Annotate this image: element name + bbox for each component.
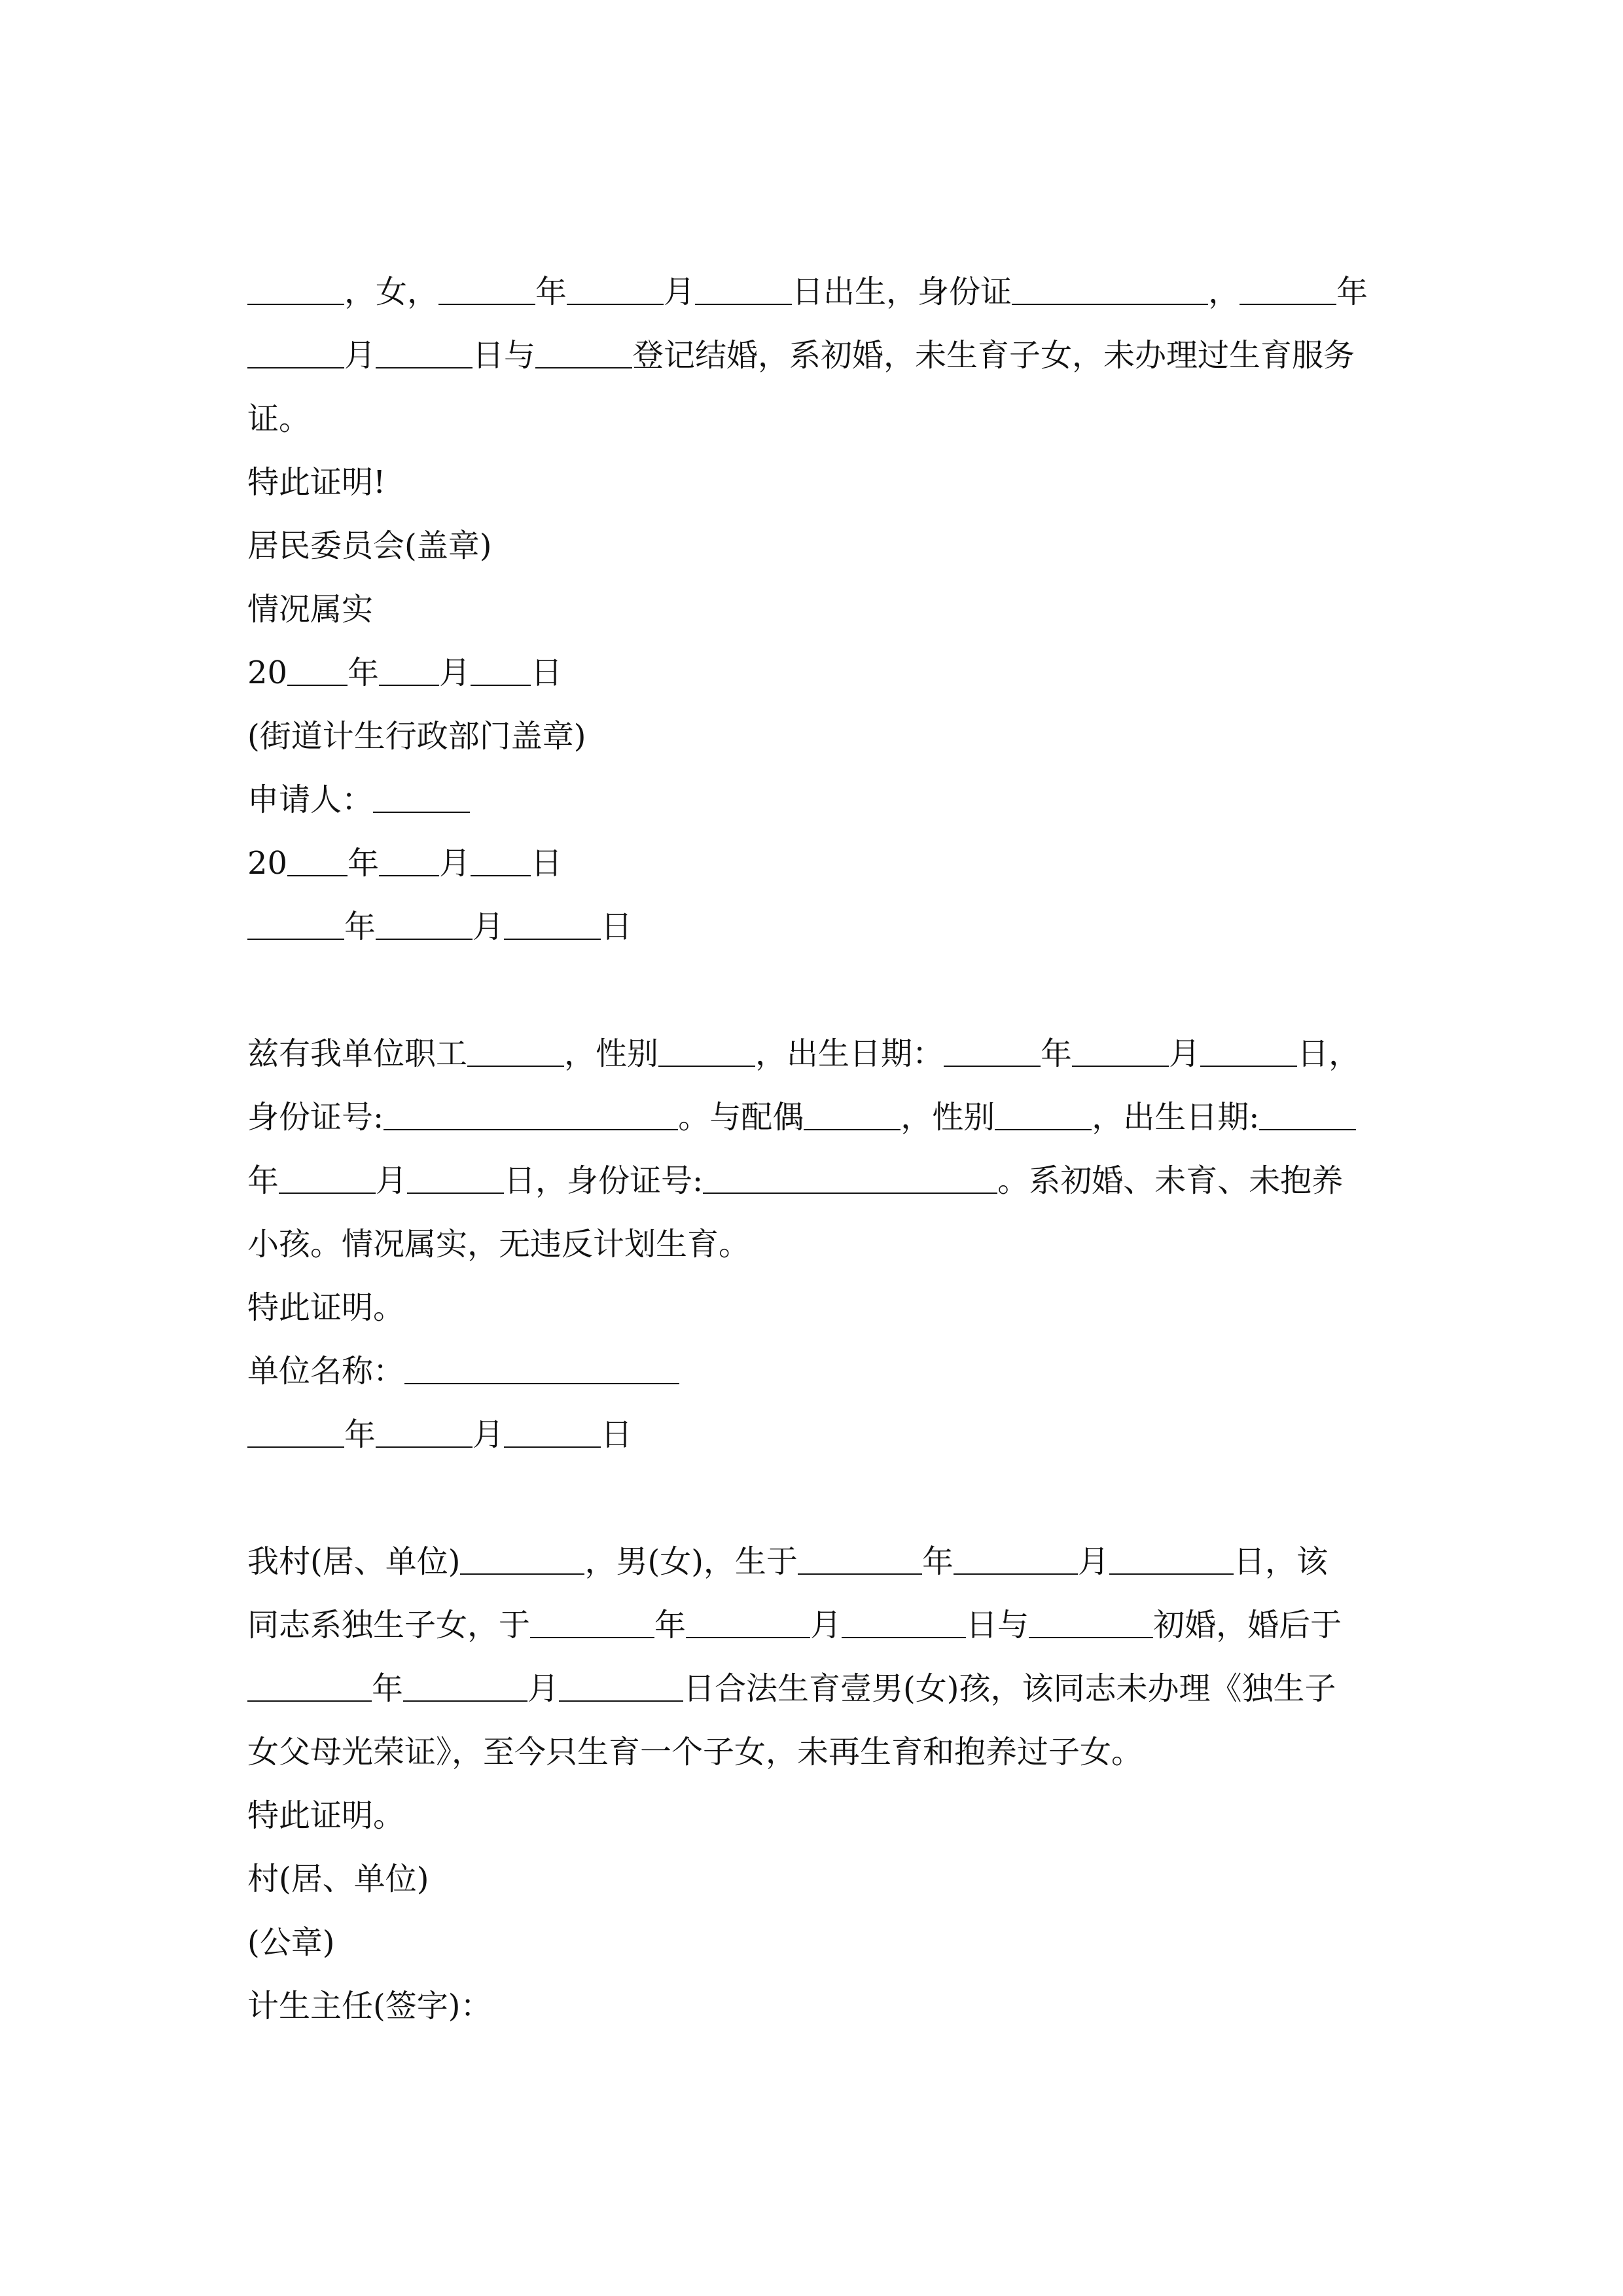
- date-prefix: 20: [247, 845, 288, 882]
- s2-spouse-birth-label: ，出生日期:: [1092, 1099, 1260, 1136]
- document-page: [247, 0, 1387, 2296]
- s3-certify: 特此证明。: [247, 1797, 405, 1834]
- s3-village-label: 我村(居、单位): [247, 1543, 461, 1580]
- blank-person-name[interactable]: [460, 1543, 584, 1575]
- blank-child-month[interactable]: [403, 1670, 527, 1702]
- blank-spouse-birth-month[interactable]: [279, 1162, 376, 1194]
- blank-name[interactable]: [247, 274, 344, 305]
- s2-unit-name: [247, 1345, 1387, 1397]
- day-label: 日，该: [1233, 1543, 1328, 1580]
- s1-line-1: [247, 266, 1387, 318]
- day-label: 日: [601, 908, 633, 945]
- month-label: 月: [1169, 1035, 1201, 1072]
- s3-marriage-label: 初婚，婚后于: [1153, 1607, 1342, 1643]
- blank-spouse-name[interactable]: [1029, 1607, 1153, 1638]
- s2-date: [247, 1408, 1387, 1461]
- s1-date-1: [247, 647, 1387, 699]
- blank-year[interactable]: [287, 845, 348, 876]
- year-label: 年: [921, 1543, 954, 1580]
- s1-birth-id-label: 日出生，身份证: [792, 274, 1012, 310]
- s3-line-4: 女父母光荣证》，至今只生育一个子女，未再生育和抱养过子女。: [247, 1734, 1143, 1770]
- s1-month-label: 月: [664, 274, 696, 310]
- blank-marriage-day[interactable]: [376, 337, 473, 368]
- blank-employee-name[interactable]: [467, 1035, 564, 1067]
- blank-birth-year[interactable]: [438, 274, 535, 305]
- blank-spouse-birth-year[interactable]: [1259, 1099, 1356, 1130]
- year-label: 年: [372, 1670, 404, 1707]
- s3-director: 计生主任(签字)：: [247, 1988, 492, 2024]
- s2-employee-label: 兹有我单位职工: [247, 1035, 468, 1072]
- applicant-label: 申请人：: [247, 781, 374, 818]
- s1-committee-seal: 居民委员会(盖章): [247, 528, 492, 564]
- day-label: 日: [601, 1416, 633, 1453]
- blank-year[interactable]: [287, 655, 348, 686]
- blank-month[interactable]: [376, 908, 473, 940]
- s1-comma: ，: [1208, 274, 1240, 310]
- s3-day-with-label: 日与: [966, 1607, 1029, 1643]
- s1-certify: 特此证明!: [247, 464, 386, 501]
- blank-spouse-name[interactable]: [535, 337, 632, 368]
- blank-birth-day[interactable]: [1200, 1035, 1297, 1067]
- blank-spouse-gender[interactable]: [995, 1099, 1092, 1130]
- s2-line-2: [247, 1091, 1387, 1143]
- blank-month[interactable]: [376, 1416, 473, 1448]
- day-label: 日: [531, 655, 563, 691]
- month-label: 月: [527, 1670, 560, 1707]
- s3-village: 村(居、单位): [247, 1861, 429, 1897]
- month-label: 月: [473, 1416, 505, 1453]
- year-label: 年: [1041, 1035, 1073, 1072]
- blank-birth-day[interactable]: [695, 274, 792, 305]
- blank-birth-year[interactable]: [798, 1543, 922, 1575]
- month-label: 月: [439, 655, 471, 691]
- s2-line-1: [247, 1028, 1387, 1080]
- blank-day[interactable]: [504, 1416, 601, 1448]
- month-label: 月: [439, 845, 471, 882]
- s1-gender-text: ，女，: [344, 274, 439, 310]
- s3-line-3: [247, 1662, 1387, 1715]
- unit-name-label: 单位名称：: [247, 1353, 405, 1390]
- s1-month-label-2: 月: [344, 337, 376, 374]
- blank-gender[interactable]: [658, 1035, 755, 1067]
- s1-date-3: [247, 901, 1387, 953]
- blank-marriage-year[interactable]: [530, 1607, 654, 1638]
- day-label: 日，: [1297, 1035, 1361, 1072]
- blank-marriage-year[interactable]: [1240, 274, 1336, 305]
- blank-child-year[interactable]: [247, 1670, 372, 1702]
- blank-year[interactable]: [247, 1416, 344, 1448]
- blank-birth-month[interactable]: [1072, 1035, 1169, 1067]
- blank-unit-name[interactable]: [404, 1353, 679, 1384]
- year-label: 年: [344, 908, 376, 945]
- s2-spouse-gender-label: ，性别: [901, 1099, 995, 1136]
- blank-day[interactable]: [471, 655, 531, 686]
- s1-line-2: [247, 329, 1387, 382]
- s2-line-3: [247, 1155, 1387, 1207]
- blank-marriage-month[interactable]: [686, 1607, 810, 1638]
- blank-birth-month[interactable]: [954, 1543, 1078, 1575]
- day-label: 日: [531, 845, 563, 882]
- blank-year[interactable]: [247, 908, 344, 940]
- blank-day[interactable]: [471, 845, 531, 876]
- s2-birth-label: ，出生日期：: [755, 1035, 944, 1072]
- blank-birth-day[interactable]: [1109, 1543, 1234, 1575]
- month-label: 月: [376, 1162, 408, 1199]
- s2-spouse-id-label: 日，身份证号:: [504, 1162, 704, 1199]
- month-label: 月: [473, 908, 505, 945]
- s1-street-seal: (街道计生行政部门盖章): [247, 718, 586, 755]
- blank-spouse-name[interactable]: [804, 1099, 901, 1130]
- blank-spouse-id-number[interactable]: [703, 1162, 997, 1194]
- blank-month[interactable]: [379, 845, 439, 876]
- blank-day[interactable]: [504, 908, 601, 940]
- year-label: 年: [344, 1416, 376, 1453]
- s3-gender-birth-label: ，男(女)，生于: [584, 1543, 798, 1580]
- s1-year-label: 年: [535, 274, 567, 310]
- blank-marriage-month[interactable]: [247, 337, 344, 368]
- month-label: 月: [1077, 1543, 1109, 1580]
- date-prefix: 20: [247, 655, 288, 691]
- s3-line-1: [247, 1535, 1387, 1588]
- s1-applicant: [247, 774, 1387, 826]
- s2-certify: 特此证明。: [247, 1289, 405, 1326]
- s1-line-3: 证。: [247, 401, 311, 437]
- s2-status-statement: 。系初婚、未育、未抱养: [997, 1162, 1344, 1199]
- year-label: 年: [247, 1162, 279, 1199]
- blank-applicant[interactable]: [373, 781, 470, 813]
- s3-seal: (公章): [247, 1924, 335, 1961]
- blank-birth-year[interactable]: [944, 1035, 1041, 1067]
- blank-birth-month[interactable]: [567, 274, 664, 305]
- s2-gender-label: ，性别: [564, 1035, 659, 1072]
- s1-marriage-statement: 登记结婚，系初婚，未生育子女，未办理过生育服务: [632, 337, 1355, 374]
- s2-line-4: 小孩。情况属实，无违反计划生育。: [247, 1226, 751, 1263]
- blank-spouse-birth-day[interactable]: [407, 1162, 504, 1194]
- s3-birth-statement: 日合法生育壹男(女)孩，该同志未办理《独生子: [683, 1670, 1336, 1707]
- s3-line-2: [247, 1599, 1387, 1651]
- s3-only-child-label: 同志系独生子女，于: [247, 1607, 531, 1643]
- year-label: 年: [348, 845, 380, 882]
- blank-id-number[interactable]: [1012, 274, 1208, 305]
- year-label: 年: [654, 1607, 687, 1643]
- s2-id-label: 身份证号:: [247, 1099, 384, 1136]
- s1-day-with-label: 日与: [473, 337, 536, 374]
- blank-child-day[interactable]: [559, 1670, 683, 1702]
- blank-month[interactable]: [379, 655, 439, 686]
- blank-id-number[interactable]: [383, 1099, 678, 1130]
- s2-spouse-label: 。与配偶: [678, 1099, 804, 1136]
- s1-date-2: [247, 837, 1387, 889]
- year-label: 年: [348, 655, 380, 691]
- blank-marriage-day[interactable]: [842, 1607, 966, 1638]
- month-label: 月: [810, 1607, 842, 1643]
- s1-verified: 情况属实: [247, 591, 374, 628]
- s1-year-label-2: 年: [1336, 274, 1368, 310]
